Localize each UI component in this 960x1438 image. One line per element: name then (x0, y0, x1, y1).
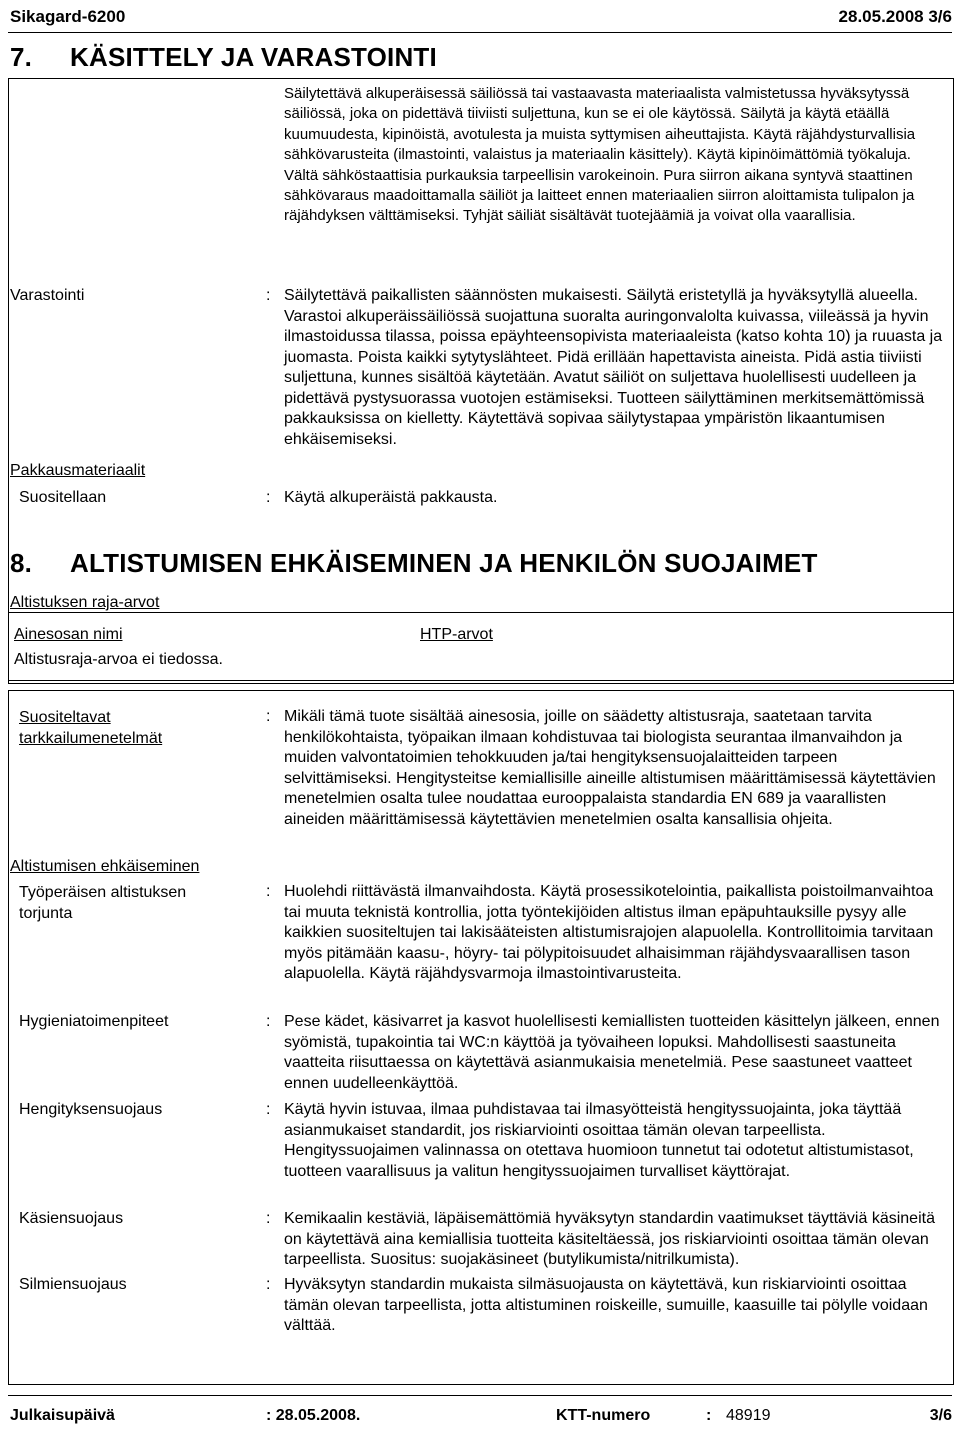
section-7-number: 7. (10, 42, 33, 72)
hygiene-colon: : (266, 1013, 271, 1030)
prevention-heading: Altistumisen ehkäiseminen (10, 858, 200, 875)
recommended-colon: : (266, 489, 271, 506)
footer-page: 3/6 (929, 1407, 952, 1424)
footer-ktt-value: 48919 (726, 1407, 771, 1424)
hand-text: Kemikaalin kestäviä, läpäisemättömiä hyväksytyn standardin vaatimukset täyttäviä käsineitä on käytettävä aina kemiallisia tuotteita käsiteltäessä, jos riskiarviointi osoittaa tämän olevan tarpeellista. Suositus: suojakäsineet (butylikumista/nitrilkumista). (284, 1210, 935, 1268)
occupational-text: Huolehdi riittävästä ilmanvaihdosta. Käytä prosessikotelointia, paikallista poistoilmanvaihtoa tai muuta teknistä kontrollia, jotta työntekijöiden altistus ilman epäpuhtauksille pysyy alle kaikkien suositeltujen tai lakisääteisten altistumisrajojen alapuolella. Kontrollitoimia tarvitaan myös pitämään kaasu-, höyry- tai pölypitoisuudet alhaisimman räjähdysvaarallisen tason alapuolella. Käytä räjähdysvarmoja ilmastointivarusteita. (284, 883, 934, 982)
recommended-label: Suositellaan (19, 489, 107, 506)
respiratory-colon: : (266, 1101, 271, 1118)
limits-table (8, 612, 954, 684)
handling-text: Säilytettävä alkuperäisessä säiliössä tai vastaavasta materiaalista valmistetussa hyväksytyssä säiliössä, joka on pidettävä tiiviisti suljettuna, kun se ei ole käytössä. Säilytä ja käytä etäällä kuumuudesta, kipinöistä, avotulesta ja muista syttymisen aiheuttajista. Käytä räjähdysturvallisia sähkövarusteita (ilmastointi, valaistus ja materiaalin käsittely). Käytä kipinöimättömiä työkaluja. Vältä sähköstaattisia purkauksia tarpeellisin varokeinoin. Pura siirron aikana syntyvä staattinen sähkövaraus maadoittamalla säiliöt ja laitteet ennen materiaalien siirron aloittamista tulipalon ja räjähdyksen välttämiseksi. Tyhjät säiliät sisältävät tuotejäämiä ja voivat olla vaarallisia. (284, 85, 916, 225)
storage-label: Varastointi (10, 287, 85, 304)
table-row-text: Altistusraja-arvoa ei tiedossa. (14, 651, 223, 668)
monitoring-colon: : (266, 708, 271, 725)
footer-ktt-label: KTT-numero (556, 1407, 651, 1424)
hand-label: Käsiensuojaus (19, 1210, 124, 1227)
storage-text: Säilytettävä paikallisten säännösten mukaisesti. Säilytä eristetyllä ja hyväksytyllä alueella. Varastoi alkuperäissäiliössä suojattuna suoralta auringonvalolta kuivassa, viileässä ja hyvin ilmastoidussa tilassa, poissa epäyhteensopivista materiaaleista (katso kohta 10) ja ruuasta ja juomasta. Poista kaikki sytytyslähteet. Pidä erillään hapettavista aineista. Pidä astia tiiviisti suljettuna, kunnes sisältöä käytetään. Avatut säiliöt on suljettava huolellisesti uudelleen ja pidettävä pystysuorassa vuotojen estämiseksi. Tuotteen säilyttäminen merkitsemättömissä pakkauksissa on kielletty. Käytettävä sopivaa säilytystapaa ympäristön likaantumisen ehkäisemiseksi. (284, 287, 943, 448)
footer-ktt-colon: : (706, 1407, 712, 1424)
table-col-htp: HTP-arvot (420, 626, 493, 643)
respiratory-text: Käytä hyvin istuvaa, ilmaa puhdistavaa tai ilmasyötteistä hengityssuojainta, joka täyttää asianmukaiset standardit, jos riskiarviointi osoittaa tämän olevan tarpeellista. Hengityssuojaimen valinnassa on otettava huomioon tunnetut tai odotetut altistumistasot, tuotteen vaarallisuus ja valitun hengityssuojaimen turvalliset käyttörajat. (284, 1101, 914, 1180)
footer-issue-value: : 28.05.2008. (266, 1407, 361, 1424)
footer-issue-label: Julkaisupäivä (10, 1407, 115, 1424)
occupational-label: Työperäisen altistuksen torjunta (19, 884, 187, 922)
monitoring-label: Suositeltavat tarkkailumenetelmät (19, 709, 163, 747)
header-divider (8, 32, 952, 33)
section-8-number: 8. (10, 548, 33, 578)
recommended-text: Käytä alkuperäistä pakkausta. (284, 489, 498, 506)
hygiene-text: Pese kädet, käsivarret ja kasvot huolellisesti kemiallisten tuotteiden käsittelyn jälkeen, ennen syömistä, tupakointia tai WC:n käyttöä ja työvaiheen lopuksi. Mahdollisesti saastuneita vaatteita riisuttaessa on käytettävä asianmukaisia menetelmiä. Pese saastuneet vaatteet ennen uudelleenkäyttöä. (284, 1013, 940, 1092)
eye-colon: : (266, 1276, 271, 1293)
storage-colon: : (266, 287, 271, 304)
respiratory-label: Hengityksensuojaus (19, 1101, 163, 1118)
footer-divider (8, 1395, 952, 1396)
section-8-title: ALTISTUMISEN EHKÄISEMINEN JA HENKILÖN SUOJAIMET (70, 548, 818, 578)
eye-text: Hyväksytyn standardin mukaista silmäsuojausta on käytettävä, kun riskiarviointi osoittaa tämän olevan tarpeellista, jotta altistuminen roiskeille, sumuille, kaasuille tai pölylle voidaan välttää. (284, 1276, 928, 1334)
table-col-ingredient: Ainesosan nimi (14, 626, 123, 643)
eye-label: Silmiensuojaus (19, 1276, 127, 1293)
section-7-title: KÄSITTELY JA VARASTOINTI (70, 42, 437, 72)
header-date-page: 28.05.2008 3/6 (838, 7, 952, 26)
limits-heading: Altistuksen raja-arvot (10, 594, 160, 611)
occupational-colon: : (266, 883, 271, 900)
header-product: Sikagard-6200 (10, 7, 126, 26)
hand-colon: : (266, 1210, 271, 1227)
hygiene-label: Hygieniatoimenpiteet (19, 1013, 169, 1030)
monitoring-text: Mikäli tämä tuote sisältää ainesosia, joille on säädetty altistusraja, saatetaan tarvita henkilökohtaista, työpaikan ilmaan kohdistuvaa tai biologista seurantaa ilmanvaihdon ja muiden valvontatoimien tehokkuuden ja/tai hengityksensuojalaitteiden tarpeen selvittämiseksi. Hengitysteitse kemiallisille aineille altistumisen määrittämisessä käytettävien menetelmien osalta tulee noudattaa eurooppalaista standardia EN 689 ja vaarallisten aineiden määrittämisessä käytettävien menetelmien osalta kansallisia ohjeita. (284, 708, 936, 828)
packaging-heading: Pakkausmateriaalit (10, 462, 146, 479)
